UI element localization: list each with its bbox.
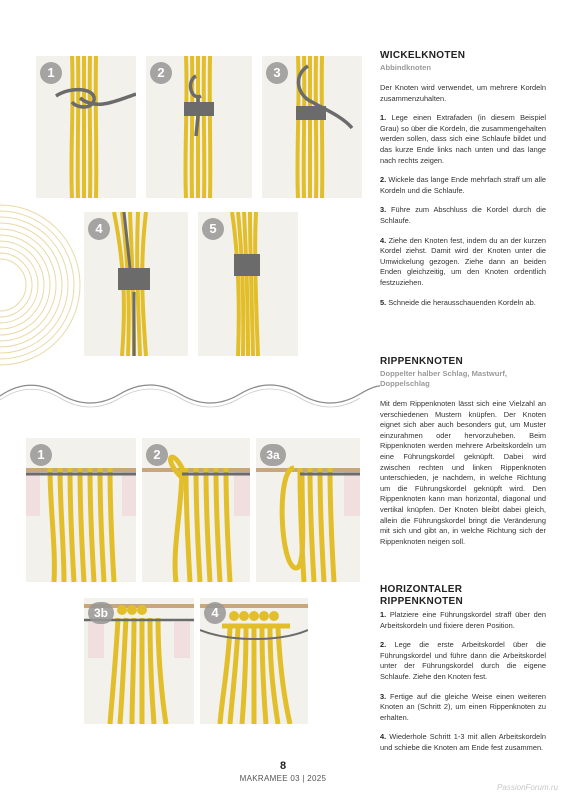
photo-badge: 1 xyxy=(40,62,62,84)
photo-badge: 3a xyxy=(260,444,286,466)
page-number: 8 xyxy=(279,760,287,772)
horizontaler-rippenknoten-section xyxy=(380,584,546,763)
section-subtitle: Doppelter halber Schlag, Mastwurf, Doppelschlag xyxy=(380,369,508,388)
watermark-site: PassionForum.ru xyxy=(497,783,558,792)
photo-badge: 1 xyxy=(30,444,52,466)
section-title: WICKELKNOTEN xyxy=(380,50,466,61)
step-item: 3. Fertige auf die gleiche Weise einen weiteren Knoten an (Schritt 2), um einen Rippenknoten zu erhalten. xyxy=(380,691,546,722)
section-subtitle: Abbindknoten xyxy=(380,63,432,72)
step-item: 4. Ziehe den Knoten fest, indem du an der kurzen Kordel ziehst. Damit wird der Knoten unter die Umwickelung gezogen. Ziehe dann an beiden Enden gleichzeitig, um den Knoten ordentlich festzuziehen. xyxy=(380,235,546,287)
section-divider-wave xyxy=(0,378,380,412)
magazine-issue: MAKRAMEE 03 | 2025 xyxy=(239,774,327,783)
step-item: 3. Führe zum Abschluss die Kordel durch die Schlaufe. xyxy=(380,205,546,225)
step-item: 2. Wickele das lange Ende mehrfach straff um alle Kordeln und die Schlaufe. xyxy=(380,175,546,195)
section-title: RIPPENKNOTEN xyxy=(380,356,464,367)
photo-badge: 2 xyxy=(150,62,172,84)
decorative-arcs xyxy=(0,200,90,370)
rippenknoten-photo-1 xyxy=(26,438,136,582)
wickelknoten-photo-3 xyxy=(262,56,362,198)
photo-badge: 4 xyxy=(88,218,110,240)
section-intro: Der Knoten wird verwendet, um mehrere Kordeln zusammenzuhalten. xyxy=(380,83,546,103)
step-item: 1. Lege einen Extrafaden (in diesem Beispiel Grau) so über die Kordeln, die zusammengehalten werden sollen, dass sich eine Schlaufe bildet und das kurze Ende links nach unten und das lange nach rechts zeigen. xyxy=(380,113,546,165)
section-body: Mit dem Rippenknoten lässt sich eine Vielzahl an verschiedenen Mustern knüpfen. Der Knoten eignet sich aber auch besonders gut, um Muster einzurahmen oder hervorzuheben. Beim Rippenknoten werden mehrere Arbeitskordeln um eine Führungskordel geknüpft. Dabei wird zwischen rechten und linken Rippenknoten unterschieden, je nachdem, in welche Richtung um die Führungskordel geknüpft wird. Den Rippenknoten kann man horizontal, diagonal und vertikal knüpfen. Der Knoten bleibt dabei gleich, allein die Führungskordel bringt die Veränderung mit sich und gibt an, in welche Richtung sich der Rippenknoten neigen soll. xyxy=(380,399,546,546)
rippenknoten-section xyxy=(380,356,546,556)
rippenknoten-photo-2 xyxy=(142,438,250,582)
wickelknoten-photo-2 xyxy=(146,56,252,198)
wickelknoten-photo-1 xyxy=(36,56,136,198)
step-item: 1. Platziere eine Führungskordel straff über den Arbeitskordeln und fixiere deren Position. xyxy=(380,610,547,630)
wickelknoten-section xyxy=(380,50,546,317)
step-item: 5. Schneide die herausschauenden Kordeln ab. xyxy=(380,297,536,307)
photo-badge: 3 xyxy=(266,62,288,84)
photo-badge: 4 xyxy=(204,602,226,624)
step-item: 2. Lege die erste Arbeitskordel über die Führungskordel und führe dann die Arbeitskordel unter der Führungskordel durch die eigene Schlaufe. Ziehe den Knoten fest. xyxy=(380,640,546,681)
photo-badge: 3b xyxy=(88,602,114,624)
section-title: HORIZONTALER RIPPENKNOTEN xyxy=(380,584,464,607)
rippenknoten-photo-3b xyxy=(84,598,194,724)
photo-badge: 2 xyxy=(146,444,168,466)
wickelknoten-photo-4 xyxy=(84,212,188,356)
rippenknoten-photo-4 xyxy=(200,598,308,724)
photo-badge: 5 xyxy=(202,218,224,240)
step-item: 4. Wiederhole Schritt 1-3 mit allen Arbeitskordeln und schiebe die Knoten am Ende fest zusammen. xyxy=(380,732,546,752)
rippenknoten-photo-3a xyxy=(256,438,360,582)
wickelknoten-photo-5 xyxy=(198,212,298,356)
